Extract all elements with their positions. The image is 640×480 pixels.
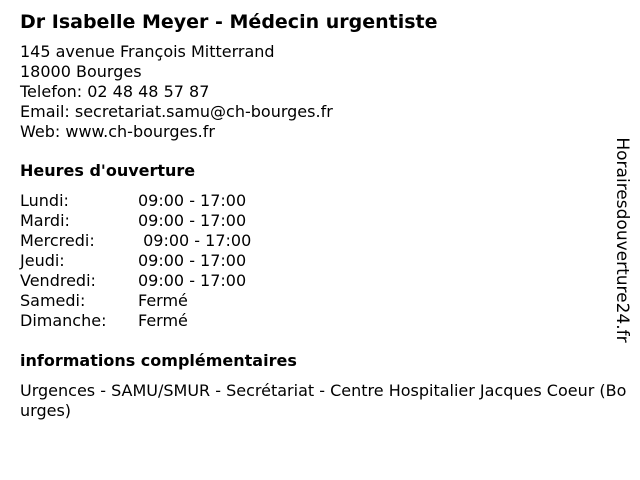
hours-row-jeudi (20, 251, 625, 271)
hours-row-mercredi (20, 231, 625, 251)
page-title: Dr Isabelle Meyer - Médecin urgentiste (20, 11, 438, 33)
day-hours: Fermé (138, 291, 188, 310)
day-label: Mardi: (20, 211, 70, 230)
hours-row-lundi (20, 191, 625, 211)
email-line: Email: secretariat.samu@ch-bourges.fr (20, 102, 333, 121)
address-city: 18000 Bourges (20, 62, 142, 81)
hours-table (20, 191, 625, 331)
day-hours: 09:00 - 17:00 (138, 211, 247, 230)
hours-row-samedi (20, 291, 625, 311)
day-hours: 09:00 - 17:00 (138, 271, 247, 290)
day-label: Jeudi: (20, 251, 65, 270)
day-label: Mercredi: (20, 231, 95, 250)
day-label: Dimanche: (20, 311, 107, 330)
day-hours: 09:00 - 17:00 (138, 251, 247, 270)
phone-line: Telefon: 02 48 48 57 87 (20, 82, 210, 101)
hours-row-dimanche (20, 311, 625, 331)
address-street: 145 avenue François Mitterrand (20, 42, 275, 61)
web-line: Web: www.ch-bourges.fr (20, 122, 215, 141)
day-hours: Fermé (138, 311, 188, 330)
day-hours: 09:00 - 17:00 (138, 191, 247, 210)
day-label: Vendredi: (20, 271, 96, 290)
listing-card (20, 9, 625, 421)
hours-row-vendredi (20, 271, 625, 291)
site-watermark: Horairesdouverture24.fr (612, 137, 632, 343)
info-heading: informations complémentaires (20, 351, 297, 370)
hours-heading: Heures d'ouverture (20, 161, 196, 180)
hours-row-mardi (20, 211, 625, 231)
info-text: Urgences - SAMU/SMUR - Secrétariat - Centre Hospitalier Jacques Coeur (Bourges) (20, 381, 627, 420)
day-label: Lundi: (20, 191, 69, 210)
day-label: Samedi: (20, 291, 86, 310)
day-hours: 09:00 - 17:00 (138, 231, 252, 250)
